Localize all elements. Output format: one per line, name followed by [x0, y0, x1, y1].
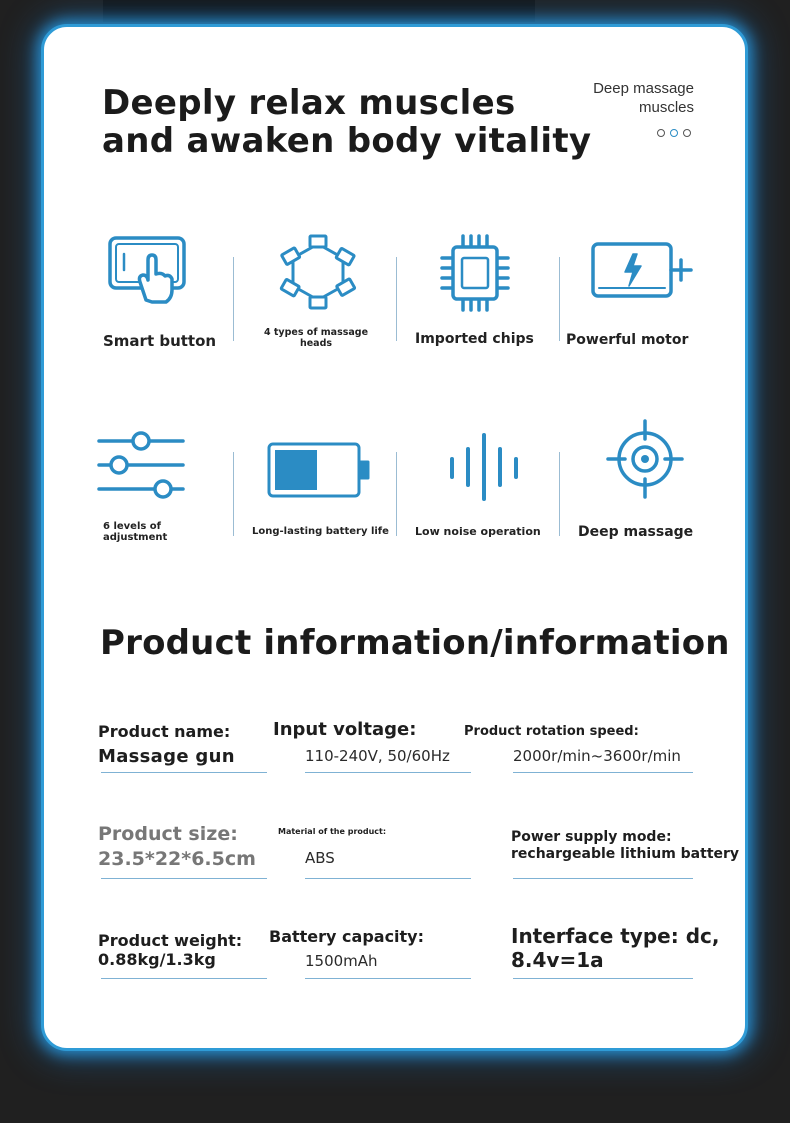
touch-button-icon: [102, 230, 192, 310]
feature-label-massage-heads-line-1: 4 types of massage: [263, 327, 369, 338]
chip-icon: [430, 232, 520, 312]
divider: [513, 878, 693, 879]
product-size-label: Product size:: [98, 823, 238, 845]
power-supply-label-line-1: Power supply mode:: [511, 829, 672, 845]
divider: [101, 878, 267, 879]
pager-dot: [657, 129, 665, 137]
section-title: Product information/information: [100, 623, 730, 663]
sliders-icon: [95, 425, 185, 505]
material-label: Material of the product:: [278, 827, 387, 836]
product-weight-value: 0.88kg/1.3kg: [98, 950, 216, 969]
divider: [233, 257, 234, 341]
power-supply-label: [511, 829, 739, 863]
pager-dot: [683, 129, 691, 137]
corner-label-line-2: muscles: [638, 99, 694, 116]
feature-label-adjustment-line-1: 6 levels of: [103, 521, 162, 532]
headline-line-1: Deeply relax muscles: [102, 83, 516, 123]
battery-capacity-value: 1500mAh: [305, 952, 378, 970]
divider: [559, 452, 560, 536]
feature-label-massage-heads: [256, 327, 376, 349]
feature-label-deep-massage: Deep massage: [578, 524, 694, 540]
feature-label-powerful-motor: Powerful motor: [566, 332, 689, 348]
divider: [305, 978, 471, 979]
feature-label-adjustment: [103, 521, 167, 543]
divider: [101, 772, 267, 773]
product-size-value: 23.5*22*6.5cm: [98, 848, 256, 870]
divider: [513, 978, 693, 979]
headline: [102, 84, 591, 160]
pager-dots: [657, 129, 691, 137]
feature-label-smart-button: Smart button: [103, 332, 217, 350]
rotation-speed-value: 2000r/min~3600r/min: [513, 747, 681, 765]
divider: [396, 452, 397, 536]
material-value: ABS: [305, 849, 335, 867]
input-voltage-value: 110-240V, 50/60Hz: [305, 747, 450, 765]
product-name-label: Product name:: [98, 722, 231, 741]
feature-label-low-noise: Low noise operation: [415, 525, 541, 538]
feature-label-massage-heads-line-2: heads: [299, 338, 333, 349]
corner-label-line-1: Deep massage: [593, 80, 694, 97]
interface-type: [511, 924, 719, 972]
power-supply-label-line-2: rechargeable lithium battery: [511, 846, 740, 862]
divider: [305, 772, 471, 773]
pager-dot-active: [670, 129, 678, 137]
headline-line-2: and awaken body vitality: [102, 121, 592, 161]
crosshair-icon: [600, 419, 690, 499]
divider: [305, 878, 471, 879]
interface-type-line-2: 8.4v=1a: [511, 948, 604, 972]
divider: [513, 772, 693, 773]
battery-capacity-label: Battery capacity:: [269, 927, 425, 946]
hexagon-heads-icon: [273, 230, 363, 310]
feature-label-imported-chips: Imported chips: [415, 331, 534, 347]
divider: [233, 452, 234, 536]
product-name-value: Massage gun: [98, 746, 235, 767]
divider: [559, 257, 560, 341]
divider: [396, 257, 397, 341]
feature-label-battery-life: Long-lasting battery life: [252, 526, 389, 537]
feature-label-adjustment-line-2: adjustment: [103, 532, 168, 543]
rotation-speed-label: Product rotation speed:: [464, 724, 639, 739]
interface-type-line-1: Interface type: dc,: [511, 924, 720, 948]
top-dark-tab: [103, 0, 535, 22]
product-card: [41, 24, 748, 1051]
product-weight-label: Product weight:: [98, 931, 243, 950]
divider: [101, 978, 267, 979]
sound-wave-icon: [438, 427, 528, 507]
motor-battery-icon: [589, 230, 699, 310]
corner-label: [544, 79, 694, 117]
battery-icon: [265, 432, 375, 512]
input-voltage-label: Input voltage:: [273, 719, 417, 740]
